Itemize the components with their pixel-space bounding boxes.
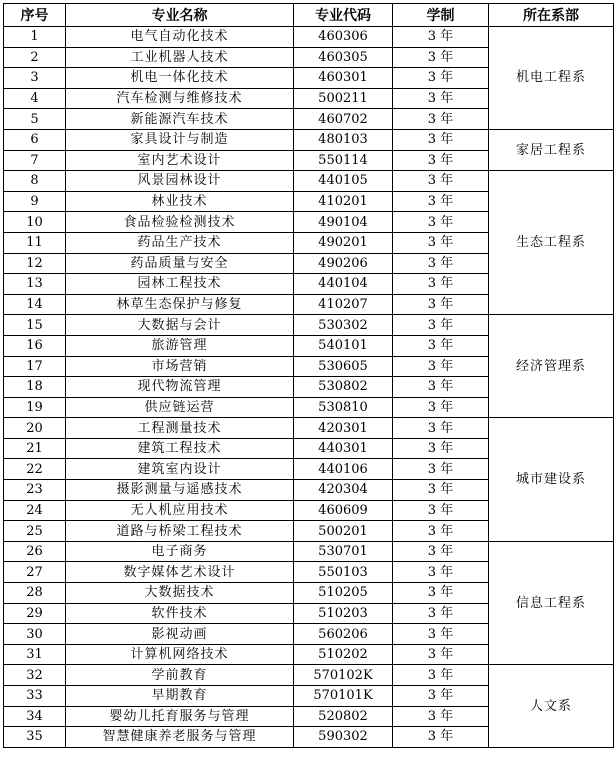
cell-code: 490201 xyxy=(294,232,393,253)
cell-index: 13 xyxy=(4,274,66,295)
cell-index: 21 xyxy=(4,438,66,459)
cell-code: 420304 xyxy=(294,480,393,501)
cell-name: 数字媒体艺术设计 xyxy=(66,562,294,583)
cell-code: 500201 xyxy=(294,521,393,542)
cell-name: 工程测量技术 xyxy=(66,418,294,439)
cell-duration: 3 年 xyxy=(393,294,489,315)
cell-name: 计算机网络技术 xyxy=(66,644,294,665)
cell-code: 500211 xyxy=(294,88,393,109)
table-row xyxy=(4,418,614,439)
table-row xyxy=(4,171,614,192)
header-name: 专业名称 xyxy=(66,4,294,27)
cell-department: 经济管理系 xyxy=(489,315,614,418)
cell-duration: 3 年 xyxy=(393,232,489,253)
cell-name: 建筑工程技术 xyxy=(66,438,294,459)
cell-duration: 3 年 xyxy=(393,603,489,624)
cell-name: 婴幼儿托育服务与管理 xyxy=(66,706,294,727)
cell-duration: 3 年 xyxy=(393,335,489,356)
cell-code: 480103 xyxy=(294,129,393,150)
cell-code: 530701 xyxy=(294,541,393,562)
cell-name: 风景园林设计 xyxy=(66,171,294,192)
majors-table xyxy=(3,3,614,748)
cell-code: 460306 xyxy=(294,27,393,48)
cell-index: 12 xyxy=(4,253,66,274)
cell-duration: 3 年 xyxy=(393,171,489,192)
cell-index: 22 xyxy=(4,459,66,480)
header-department: 所在系部 xyxy=(489,4,614,27)
cell-index: 4 xyxy=(4,88,66,109)
cell-department: 家居工程系 xyxy=(489,129,614,170)
cell-code: 570102K xyxy=(294,665,393,686)
cell-name: 供应链运营 xyxy=(66,397,294,418)
cell-name: 学前教育 xyxy=(66,665,294,686)
cell-index: 15 xyxy=(4,315,66,336)
cell-duration: 3 年 xyxy=(393,88,489,109)
header-index: 序号 xyxy=(4,4,66,27)
table-row xyxy=(4,315,614,336)
cell-department: 机电工程系 xyxy=(489,27,614,130)
cell-code: 490104 xyxy=(294,212,393,233)
cell-index: 25 xyxy=(4,521,66,542)
cell-name: 道路与桥梁工程技术 xyxy=(66,521,294,542)
cell-duration: 3 年 xyxy=(393,438,489,459)
cell-index: 7 xyxy=(4,150,66,171)
cell-department: 信息工程系 xyxy=(489,541,614,665)
cell-duration: 3 年 xyxy=(393,212,489,233)
cell-duration: 3 年 xyxy=(393,397,489,418)
cell-code: 550114 xyxy=(294,150,393,171)
cell-index: 5 xyxy=(4,109,66,130)
cell-code: 440301 xyxy=(294,438,393,459)
cell-index: 27 xyxy=(4,562,66,583)
cell-name: 现代物流管理 xyxy=(66,377,294,398)
cell-duration: 3 年 xyxy=(393,253,489,274)
cell-index: 6 xyxy=(4,129,66,150)
cell-code: 440105 xyxy=(294,171,393,192)
cell-code: 410207 xyxy=(294,294,393,315)
cell-name: 电子商务 xyxy=(66,541,294,562)
cell-code: 510202 xyxy=(294,644,393,665)
cell-duration: 3 年 xyxy=(393,27,489,48)
cell-index: 34 xyxy=(4,706,66,727)
cell-index: 32 xyxy=(4,665,66,686)
cell-index: 28 xyxy=(4,583,66,604)
cell-name: 汽车检测与维修技术 xyxy=(66,88,294,109)
cell-index: 19 xyxy=(4,397,66,418)
cell-index: 26 xyxy=(4,541,66,562)
cell-name: 市场营销 xyxy=(66,356,294,377)
table-row xyxy=(4,129,614,150)
cell-name: 药品生产技术 xyxy=(66,232,294,253)
cell-code: 590302 xyxy=(294,727,393,748)
cell-index: 9 xyxy=(4,191,66,212)
cell-index: 11 xyxy=(4,232,66,253)
cell-code: 490206 xyxy=(294,253,393,274)
cell-duration: 3 年 xyxy=(393,109,489,130)
cell-code: 460702 xyxy=(294,109,393,130)
cell-duration: 3 年 xyxy=(393,706,489,727)
cell-duration: 3 年 xyxy=(393,727,489,748)
cell-name: 软件技术 xyxy=(66,603,294,624)
cell-name: 林草生态保护与修复 xyxy=(66,294,294,315)
cell-duration: 3 年 xyxy=(393,583,489,604)
cell-name: 无人机应用技术 xyxy=(66,500,294,521)
header-code: 专业代码 xyxy=(294,4,393,27)
cell-index: 14 xyxy=(4,294,66,315)
cell-name: 大数据技术 xyxy=(66,583,294,604)
cell-name: 建筑室内设计 xyxy=(66,459,294,480)
cell-code: 440104 xyxy=(294,274,393,295)
cell-duration: 3 年 xyxy=(393,521,489,542)
cell-index: 18 xyxy=(4,377,66,398)
table-row xyxy=(4,27,614,48)
cell-index: 35 xyxy=(4,727,66,748)
cell-name: 影视动画 xyxy=(66,624,294,645)
cell-code: 460609 xyxy=(294,500,393,521)
cell-duration: 3 年 xyxy=(393,150,489,171)
cell-duration: 3 年 xyxy=(393,665,489,686)
cell-name: 林业技术 xyxy=(66,191,294,212)
cell-index: 30 xyxy=(4,624,66,645)
cell-duration: 3 年 xyxy=(393,459,489,480)
cell-name: 智慧健康养老服务与管理 xyxy=(66,727,294,748)
cell-index: 20 xyxy=(4,418,66,439)
cell-duration: 3 年 xyxy=(393,541,489,562)
cell-code: 540101 xyxy=(294,335,393,356)
cell-duration: 3 年 xyxy=(393,315,489,336)
cell-name: 机电一体化技术 xyxy=(66,68,294,89)
cell-code: 520802 xyxy=(294,706,393,727)
cell-name: 药品质量与安全 xyxy=(66,253,294,274)
cell-index: 23 xyxy=(4,480,66,501)
cell-duration: 3 年 xyxy=(393,191,489,212)
cell-name: 大数据与会计 xyxy=(66,315,294,336)
table-header xyxy=(4,4,614,27)
cell-code: 460301 xyxy=(294,68,393,89)
header-row xyxy=(4,4,614,27)
cell-index: 8 xyxy=(4,171,66,192)
cell-code: 410201 xyxy=(294,191,393,212)
cell-code: 550103 xyxy=(294,562,393,583)
cell-duration: 3 年 xyxy=(393,562,489,583)
cell-code: 530810 xyxy=(294,397,393,418)
table-row xyxy=(4,665,614,686)
cell-name: 新能源汽车技术 xyxy=(66,109,294,130)
cell-index: 2 xyxy=(4,47,66,68)
cell-duration: 3 年 xyxy=(393,624,489,645)
cell-index: 29 xyxy=(4,603,66,624)
header-duration: 学制 xyxy=(393,4,489,27)
cell-index: 10 xyxy=(4,212,66,233)
cell-duration: 3 年 xyxy=(393,47,489,68)
cell-duration: 3 年 xyxy=(393,480,489,501)
cell-name: 室内艺术设计 xyxy=(66,150,294,171)
cell-code: 530802 xyxy=(294,377,393,398)
cell-index: 1 xyxy=(4,27,66,48)
cell-duration: 3 年 xyxy=(393,418,489,439)
cell-index: 31 xyxy=(4,644,66,665)
table-body xyxy=(4,27,614,748)
cell-name: 旅游管理 xyxy=(66,335,294,356)
cell-index: 3 xyxy=(4,68,66,89)
cell-department: 生态工程系 xyxy=(489,171,614,315)
cell-duration: 3 年 xyxy=(393,356,489,377)
cell-index: 33 xyxy=(4,686,66,707)
cell-index: 17 xyxy=(4,356,66,377)
cell-code: 440106 xyxy=(294,459,393,480)
cell-code: 530302 xyxy=(294,315,393,336)
cell-index: 16 xyxy=(4,335,66,356)
cell-code: 530605 xyxy=(294,356,393,377)
cell-duration: 3 年 xyxy=(393,377,489,398)
cell-name: 电气自动化技术 xyxy=(66,27,294,48)
cell-name: 摄影测量与遥感技术 xyxy=(66,480,294,501)
cell-name: 食品检验检测技术 xyxy=(66,212,294,233)
cell-duration: 3 年 xyxy=(393,68,489,89)
cell-code: 460305 xyxy=(294,47,393,68)
cell-code: 510203 xyxy=(294,603,393,624)
cell-duration: 3 年 xyxy=(393,500,489,521)
cell-code: 570101K xyxy=(294,686,393,707)
cell-department: 城市建设系 xyxy=(489,418,614,542)
cell-code: 420301 xyxy=(294,418,393,439)
cell-index: 24 xyxy=(4,500,66,521)
cell-name: 早期教育 xyxy=(66,686,294,707)
cell-name: 工业机器人技术 xyxy=(66,47,294,68)
table-row xyxy=(4,541,614,562)
cell-code: 510205 xyxy=(294,583,393,604)
cell-duration: 3 年 xyxy=(393,644,489,665)
cell-department: 人文系 xyxy=(489,665,614,747)
cell-duration: 3 年 xyxy=(393,686,489,707)
cell-name: 家具设计与制造 xyxy=(66,129,294,150)
cell-name: 园林工程技术 xyxy=(66,274,294,295)
cell-code: 560206 xyxy=(294,624,393,645)
cell-duration: 3 年 xyxy=(393,129,489,150)
cell-duration: 3 年 xyxy=(393,274,489,295)
